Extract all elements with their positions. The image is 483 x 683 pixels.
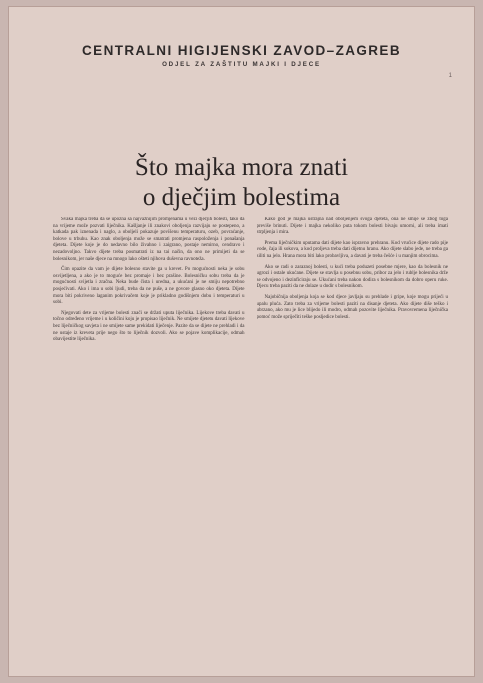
left-column — [53, 217, 245, 677]
paragraph: Najobičnija oboljenja koja se kod djece javljaju su prehlade i gripe, koje mogu prijeći u upalu pluća. Zato treba za vrijeme bolesti paziti na disanje djeteta. Ako dijete diše teško i ubrzano, ako mu je lice blijedo ili modro, odmah pozovite liječnika. Pravovremena liječnička pomoć može spriječiti teške posljedice bolesti. — [256, 294, 448, 320]
title-line-2: o dječjim bolestima — [142, 184, 341, 211]
department-name: ODJEL ZA ZAŠTITU MAJKI I DJECE — [162, 61, 321, 68]
paragraph: Kako god je majka ustrajna nad oboljenjem svoga djeteta, ona ne smije se zbog toga previše brinuti. Dijete i majka nekoliko puta tokom bolesti bivaju umorni, ali treba imati strpljenja i mira. — [256, 217, 448, 236]
document-page — [8, 6, 475, 677]
page-mark: 1 — [448, 73, 452, 79]
paragraph: Čim opazite da vam je dijete bolesno stavite ga u krevet. Po mogućnosti neka je sobu osvijetljena, a ako je to moguće bez promaje i bez prašine. Bolesničku sobu treba da je mogućnosti svijetla i zračna. Neka bude čista i uredna, a ukućani je ne smiju nepotrebno posjećivati. Ako i ima u sobi ljudi, treba da ne puše, a ne govore glasno oko djeteta. Dijete mora biti pokriveno laganim pokrivačem koje je prikladno godišnjem dobu i temperaturi u sobi. — [53, 267, 245, 306]
paragraph: Njegovati dete za vrijeme bolesti znači se držati uputa liječnika. Lijekove treba davati u točno određeno vrijeme i u količini koju je propisao liječnik. Ne smijete djetetu davati lijekove bez liječničkog savjeta i ne smijete same prekidati liječenje. Pazite da se dijete ne prehladi i da ne ustaje iz kreveta prije nego što to liječnik dozvoli. Ako se pojave komplikacije, odmah obavijestite liječnika. — [53, 310, 245, 343]
institution-name: CENTRALNI HIGIJENSKI ZAVOD–ZAGREB — [82, 43, 401, 58]
title-line-1: Što majka mora znati — [134, 154, 349, 181]
right-column — [257, 217, 449, 677]
document-header — [9, 43, 474, 68]
paragraph: Prema liječničkim uputama dati dijete kao ispravno prehranu. Kod vrućice dijete rado pije vode, čaja ili sokova, a kod proljeva treba dati dijetnu hranu. Ako dijete slabo jede, ne treba ga siliti na jelo. Hrana mora biti lako probavljiva, a davati je treba češće i u manjim obrocima. — [256, 240, 448, 259]
paragraph: Svaka majka treba da se upozna sa najvažnijim promjenama u vezi dječjih bolesti, tako da na vrijeme može pozvati liječnika. Kašljanje ili znakovi oboljenja razvijaju se postepeno, a katkada pak iznenada i naglo, a oboljeli pokazuje povišenu temperaturu, ozeb, povraćanje, bolove u trbuhu. Kao znak oboljenja može se smatrati promjena raspoloženja i ponašanja djeteta. Dijete koje je do nedavno bilo živahno i zaigrano, postaje nemirno, cendravo i nezadovoljno. Takvo dijete treba posmatrati iz na tai način, da ono ne primijeti da se bolesnikom, jer naše djece na mnogo lako ošteti njihova duševna ravnoteža. — [53, 217, 245, 262]
document-title — [9, 153, 474, 213]
paragraph: Ako se radi o zaraznoj bolesti, u kući treba poduzeti posebne mjere, kao da bolesnik ne ugrozi i ostale ukućane. Dijete se stavlja u posebnu sobu, pribor za jelo i rublje bolesnika drže se odvojeno i dezinficiraju se. Ukućani treba nakon dodira s bolesnikom da dobro operu ruke. Djecu treba paziti da ne dolaze u dodir s bolesnikom. — [256, 264, 448, 290]
body-text — [53, 217, 448, 677]
